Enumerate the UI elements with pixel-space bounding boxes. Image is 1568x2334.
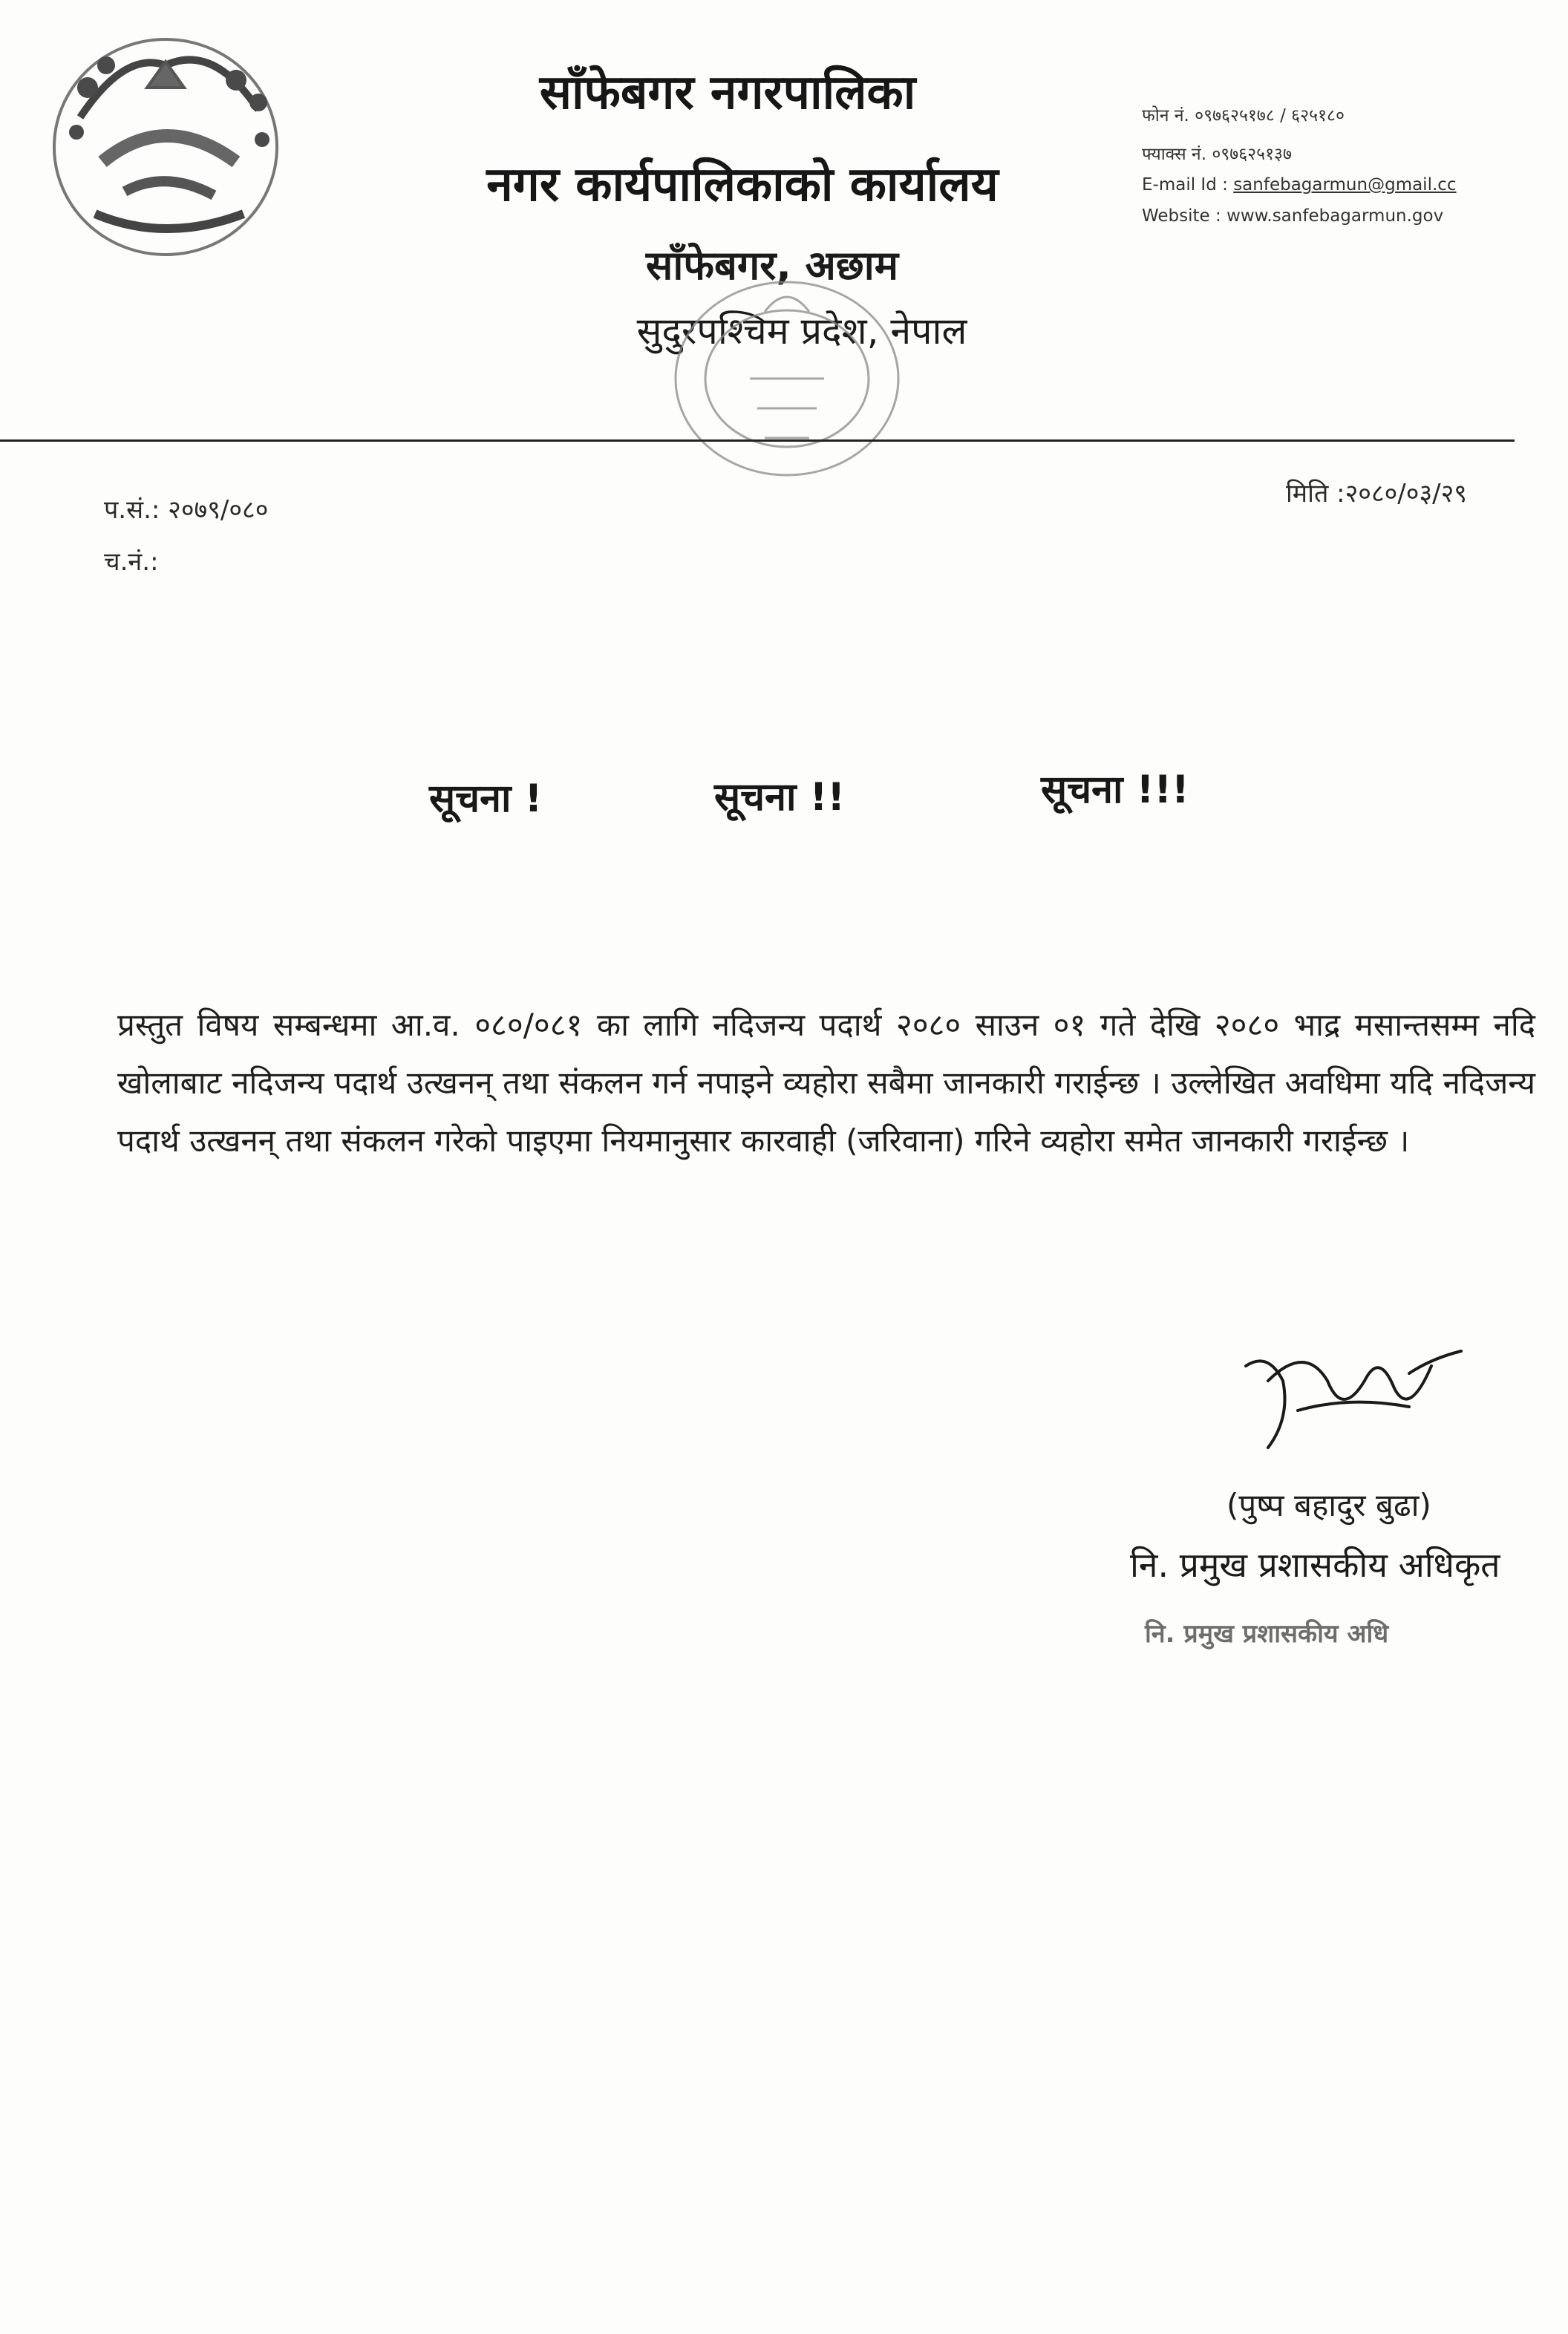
notice-body: प्रस्तुत विषय सम्बन्धमा आ.व. ०८०/०८१ का लागि नदिजन्य पदार्थ २०८० साउन ०१ गते देखि २०८० भाद्र मसान्तसम्म नदि खोलाबाट नदिजन्य पदार्थ उत्खनन् तथा संकलन गर्न नपाइने व्यहोरा सबैमा जानकारी गराईन्छ । उल्लेखित अवधिमा यदि नदिजन्य पदार्थ उत्खनन् तथा संकलन गरेको पाइएमा नियमानुसार कारवाही (जरिवाना) गरिने व्यहोरा समेत जानकारी गराईन्छ । — [117, 1007, 1535, 1159]
notice-heading-2: सूचना !! — [714, 775, 846, 820]
website-row — [1142, 206, 1443, 226]
designation-seal: नि. प्रमुख प्रशासकीय अधि — [1145, 1619, 1389, 1649]
office-stamp — [653, 267, 921, 490]
municipality-name: साँफेबगर नगरपालिका — [539, 65, 916, 120]
signatory-name: (पुष्प बहादुर बुढा) — [1226, 1487, 1431, 1523]
signature — [1238, 1336, 1476, 1462]
date: मिति :२०८०/०३/२९ — [1286, 479, 1467, 509]
email-label: E-mail Id : — [1142, 175, 1228, 194]
address-line-1: साँफेबगर, अछाम — [645, 242, 899, 289]
fax-number: फ्याक्स नं. ०९७६२५१३७ — [1142, 145, 1292, 164]
signatory-designation: नि. प्रमुख प्रशासकीय अधिकृत — [1130, 1545, 1500, 1585]
email-link[interactable]: sanfebagarmun@gmail.cc — [1233, 175, 1457, 194]
notice-heading-1: सूचना ! — [429, 777, 543, 821]
address-line-2: सुदुरपश्चिम प्रदेश, नेपाल — [636, 310, 967, 353]
header-divider — [0, 439, 1515, 442]
website-link[interactable]: www.sanfebagarmun.gov — [1226, 206, 1444, 226]
office-name: नगर कार्यपालिकाको कार्यालय — [486, 157, 999, 212]
dispatch-number: च.नं.: — [104, 547, 159, 577]
nepal-emblem-icon — [36, 21, 295, 266]
notice-heading-3: सूचना !!! — [1041, 768, 1189, 812]
phone-number: फोन नं. ०९७६२५१७८ / ६२५१८० — [1142, 106, 1345, 125]
email-row — [1142, 175, 1457, 194]
reference-number: प.सं.: २०७९/०८० — [104, 495, 269, 525]
website-label: Website : — [1142, 206, 1221, 226]
